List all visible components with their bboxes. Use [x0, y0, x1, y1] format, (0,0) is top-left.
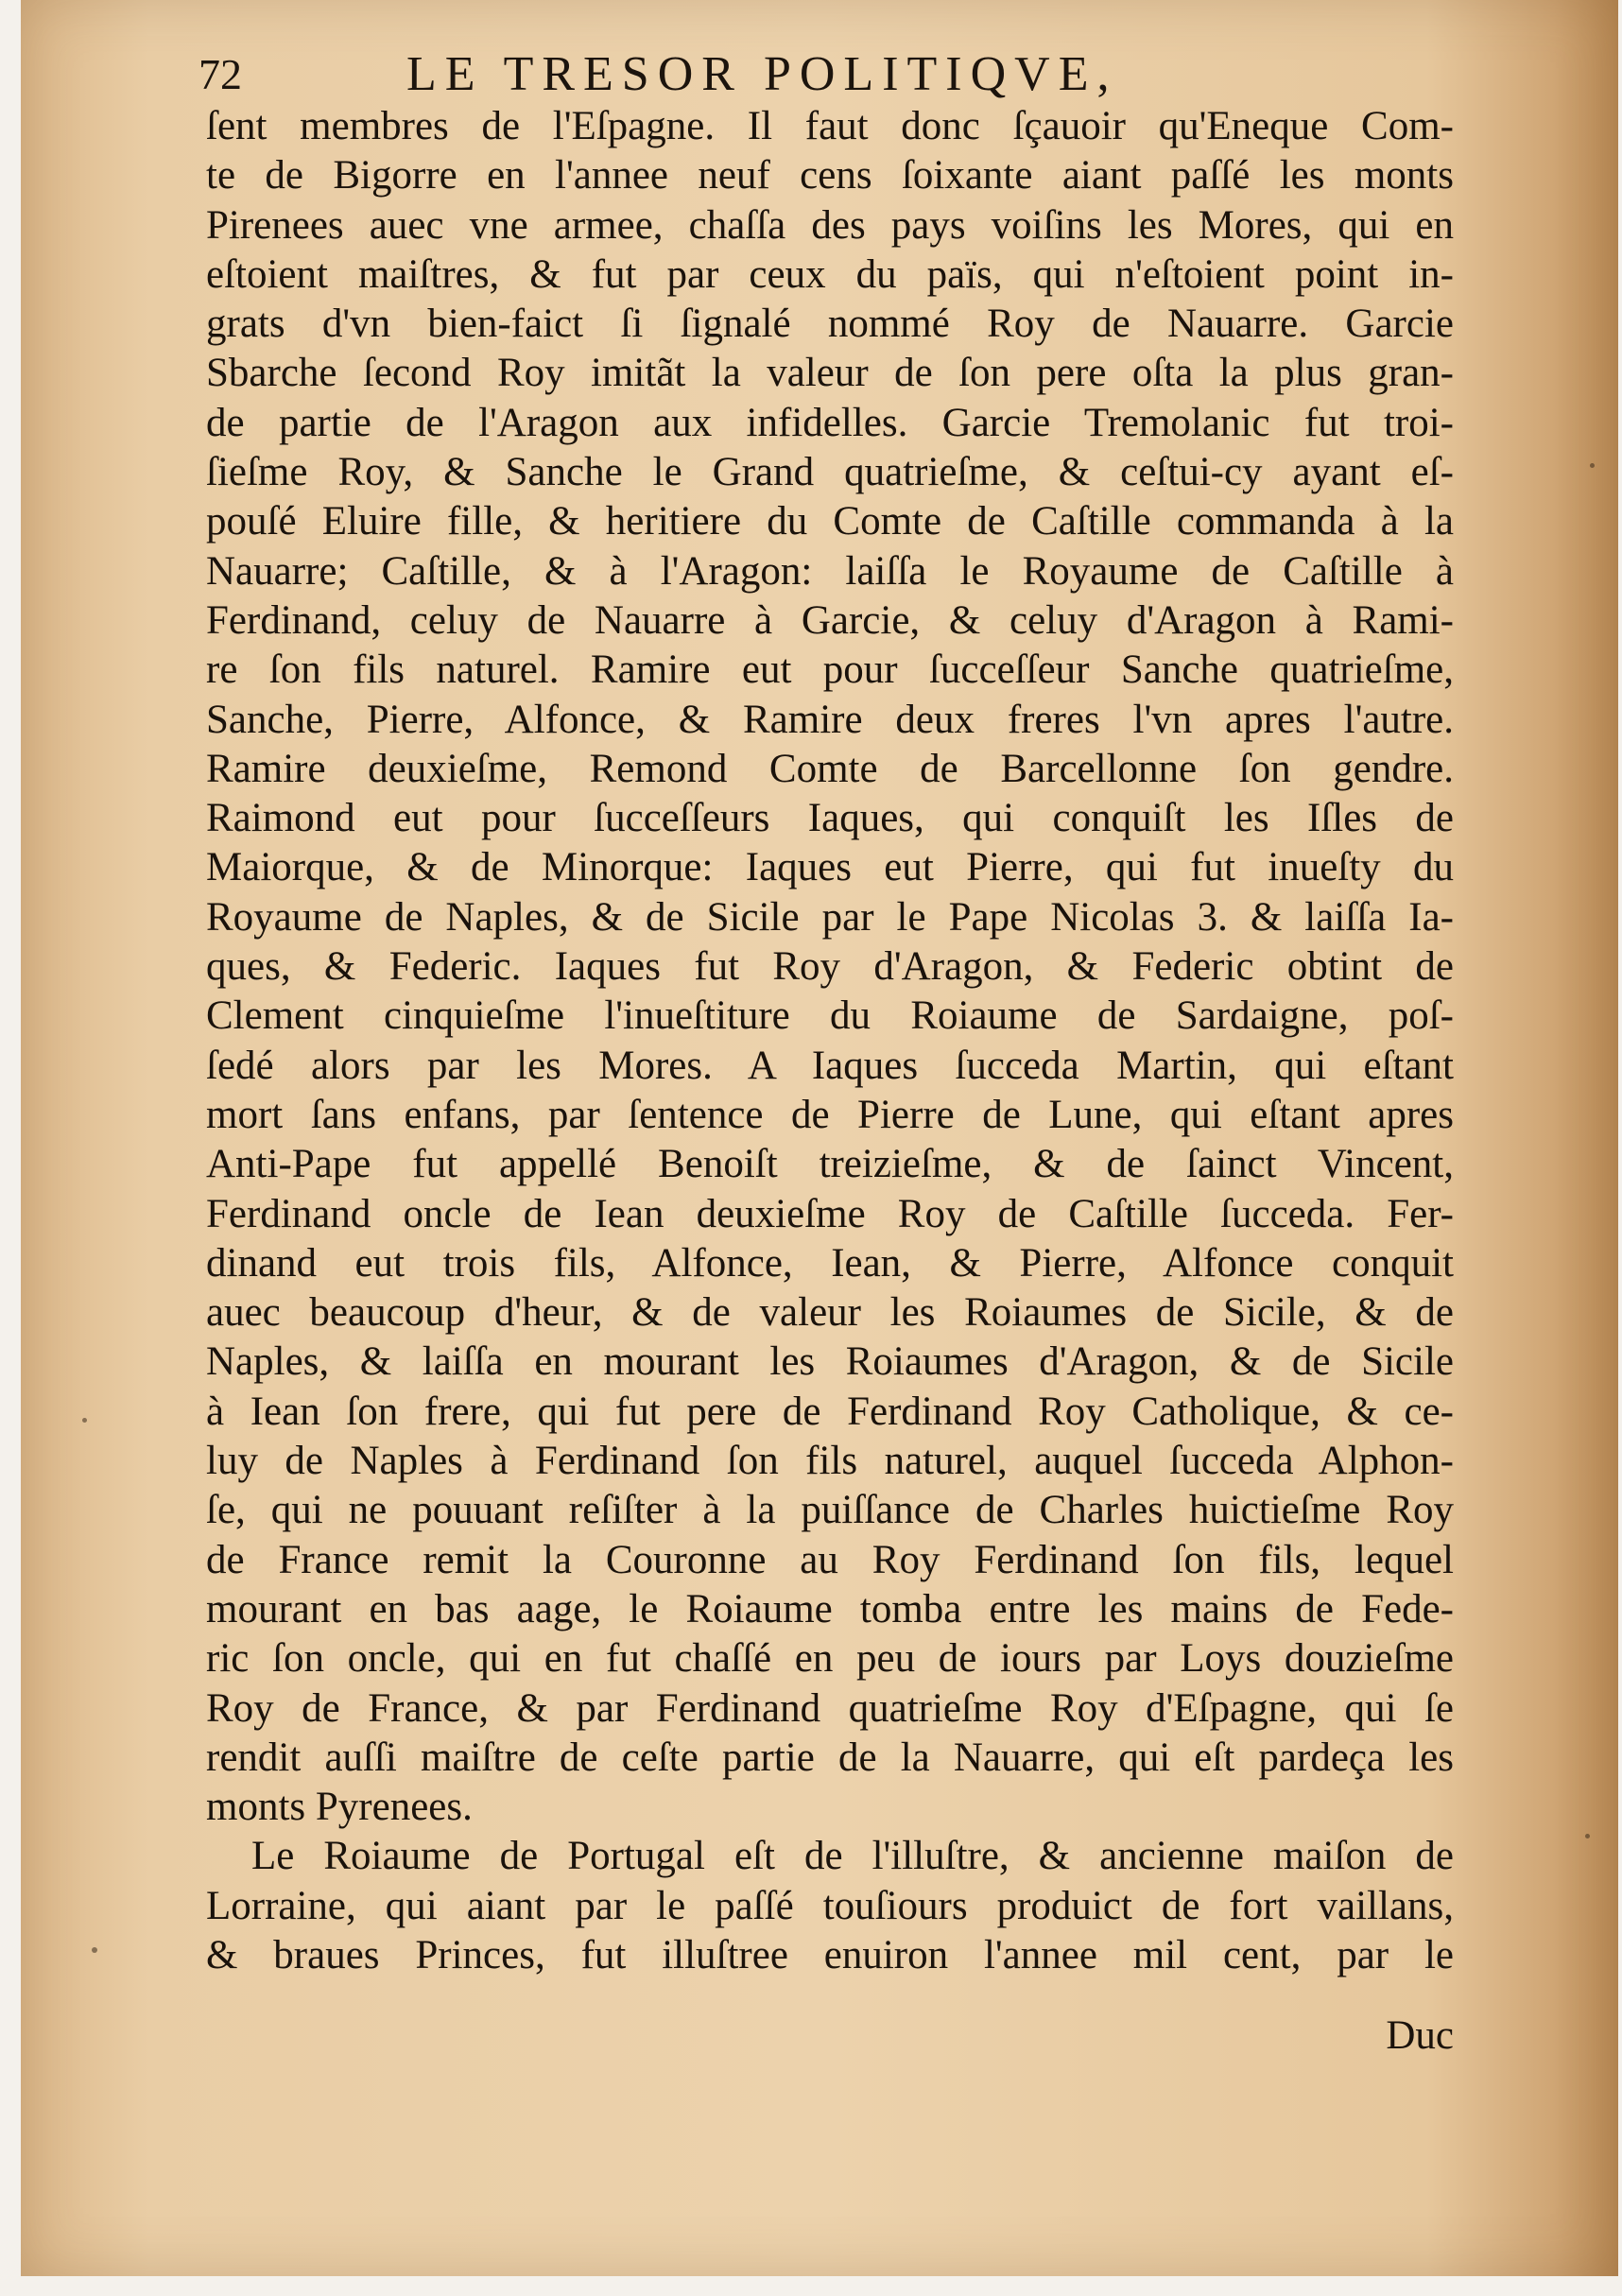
ink-speck: [1585, 1834, 1590, 1839]
body-text: [206, 102, 1454, 1980]
text-line: rendit auſſi maiſtre de ceſte partie de la Nauarre, qui eſt pardeça les: [206, 1735, 1454, 1780]
catchword: Duc: [1386, 2013, 1454, 2058]
text-line: te de Bigorre en l'annee neuf cens ſoixante aiant paſſé les monts: [206, 153, 1454, 199]
text-line: eſtoient maiſtres, & fut par ceux du païs, qui n'eſtoient point in-: [206, 251, 1454, 297]
text-line: Clement cinquieſme l'inueſtiture du Roiaume de Sardaigne, poſ-: [206, 993, 1454, 1039]
text-line: ſe, qui ne pouuant reſiſter à la puiſſance de Charles huictieſme Roy: [206, 1488, 1454, 1533]
ink-speck: [92, 1947, 97, 1953]
text-line: auec beaucoup d'heur, & de valeur les Roiaumes de Sicile, & de: [206, 1290, 1454, 1336]
text-line: Ferdinand, celuy de Nauarre à Garcie, & celuy d'Aragon à Rami-: [206, 597, 1454, 643]
text-line: Raimond eut pour ſucceſſeurs Iaques, qui conquiſt les Iſles de: [206, 796, 1454, 841]
text-line: Maiorque, & de Minorque: Iaques eut Pierre, qui fut inueſty du: [206, 845, 1454, 890]
text-line: dinand eut trois fils, Alfonce, Iean, & Pierre, Alfonce conquit: [206, 1240, 1454, 1286]
text-line: Pirenees auec vne armee, chaſſa des pays voiſins les Mores, qui en: [206, 202, 1454, 248]
text-line: ric ſon oncle, qui en fut chaſſé en peu de iours par Loys douzieſme: [206, 1636, 1454, 1682]
text-line: Royaume de Naples, & de Sicile par le Pape Nicolas 3. & laiſſa Ia-: [206, 894, 1454, 940]
text-line: Naples, & laiſſa en mourant les Roiaumes d'Aragon, & de Sicile: [206, 1339, 1454, 1385]
text-line: mort ſans enfans, par ſentence de Pierre de Lune, qui eſtant apres: [206, 1092, 1454, 1137]
page-header: [198, 42, 1465, 108]
text-line: de partie de l'Aragon aux infidelles. Garcie Tremolanic fut troi-: [206, 400, 1454, 445]
text-line: Ferdinand oncle de Iean deuxieſme Roy de Caſtille ſucceda. Fer-: [206, 1191, 1454, 1236]
text-line: Nauarre; Caſtille, & à l'Aragon: laiſſa le Royaume de Caſtille à: [206, 548, 1454, 594]
text-line: luy de Naples à Ferdinand ſon fils naturel, auquel ſucceda Alphon-: [206, 1439, 1454, 1484]
text-line: Anti-Pape fut appellé Benoiſt treizieſme, & de ſainct Vincent,: [206, 1142, 1454, 1187]
text-line: pouſé Eluire fille, & heritiere du Comte de Caſtille commanda à la: [206, 499, 1454, 544]
text-line: & braues Princes, fut illuſtree enuiron l'annee mil cent, par le: [206, 1932, 1454, 1977]
ink-speck: [82, 1418, 87, 1423]
text-line: ſedé alors par les Mores. A Iaques ſucceda Martin, qui eſtant: [206, 1043, 1454, 1088]
text-line: re ſon fils naturel. Ramire eut pour ſucceſſeur Sanche quatrieſme,: [206, 647, 1454, 693]
text-line: ques, & Federic. Iaques fut Roy d'Aragon, & Federic obtint de: [206, 944, 1454, 990]
text-line: à Iean ſon frere, qui fut pere de Ferdinand Roy Catholique, & ce-: [206, 1389, 1454, 1434]
text-line: Roy de France, & par Ferdinand quatrieſme Roy d'Eſpagne, qui ſe: [206, 1685, 1454, 1731]
paragraph-start-line: Le Roiaume de Portugal eſt de l'illuſtre, & ancienne maiſon de: [251, 1834, 1454, 1879]
text-line: ſieſme Roy, & Sanche le Grand quatrieſme, & ceſtui-cy ayant eſ-: [206, 450, 1454, 495]
text-line: mourant en bas aage, le Roiaume tomba entre les mains de Fede-: [206, 1586, 1454, 1631]
text-line: de France remit la Couronne au Roy Ferdinand ſon fils, lequel: [206, 1537, 1454, 1582]
running-title: LE TRESOR POLITIQVE,: [406, 47, 1118, 101]
text-line: monts Pyrenees.: [206, 1785, 473, 1830]
ink-speck: [1590, 463, 1595, 468]
text-line: Sanche, Pierre, Alfonce, & Ramire deux freres l'vn apres l'autre.: [206, 697, 1454, 742]
text-line: Ramire deuxieſme, Remond Comte de Barcellonne ſon gendre.: [206, 746, 1454, 791]
text-line: Lorraine, qui aiant par le paſſé touſiours produict de fort vaillans,: [206, 1883, 1454, 1928]
text-line: grats d'vn bien-faict ſi ſignalé nommé Roy de Nauarre. Garcie: [206, 302, 1454, 347]
page-number: 72: [198, 50, 242, 98]
text-line: Sbarche ſecond Roy imitãt la valeur de ſon pere oſta la plus gran-: [206, 351, 1454, 396]
text-line: ſent membres de l'Eſpagne. Il faut donc ſçauoir qu'Eneque Com-: [206, 104, 1454, 148]
